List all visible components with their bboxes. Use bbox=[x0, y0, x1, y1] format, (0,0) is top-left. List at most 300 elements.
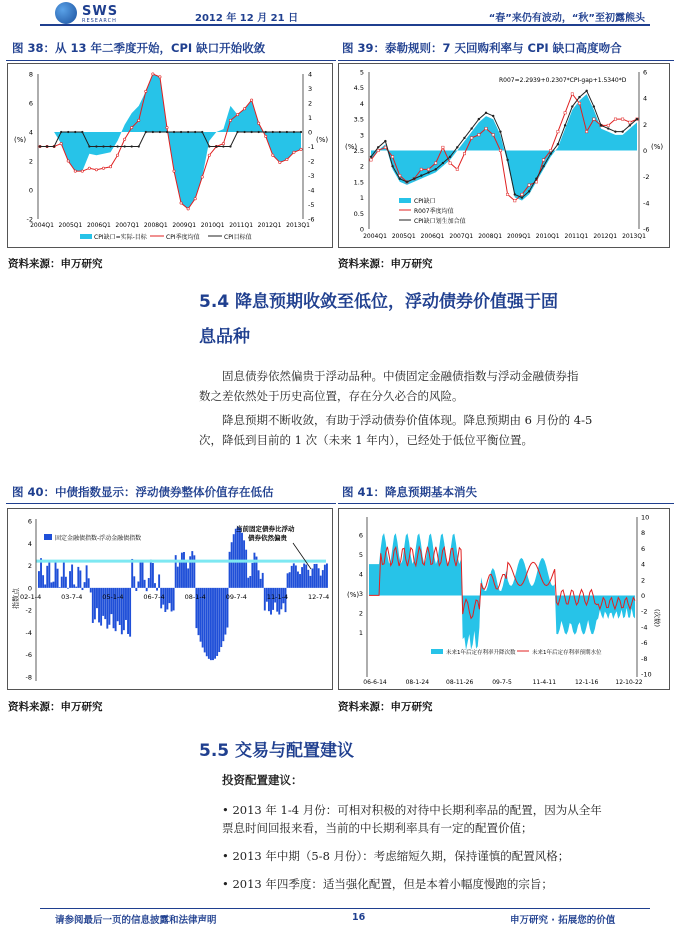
header-title: “春”来仍有波动，“秋”至初露熊头 bbox=[488, 13, 645, 24]
fig38-cpi-point bbox=[194, 198, 196, 200]
fig38-target-point bbox=[166, 131, 168, 133]
fig39-r007-point bbox=[528, 184, 530, 186]
fig38-x-tick-4: 2008Q1 bbox=[143, 222, 168, 229]
fig39-fit-point bbox=[442, 162, 444, 164]
fig39-fit-point bbox=[384, 140, 386, 142]
fig40-bar bbox=[303, 564, 305, 588]
fig38-cpi-point bbox=[81, 170, 83, 172]
fig39-fit-point bbox=[506, 159, 508, 161]
fig39-legend-swatch-gap bbox=[399, 198, 411, 203]
fig40-bar bbox=[46, 566, 48, 588]
fig40-bar bbox=[322, 570, 324, 588]
fig38-svg bbox=[8, 64, 332, 247]
fig40-bar bbox=[77, 567, 79, 588]
fig40-bar bbox=[206, 588, 208, 656]
fig41-x-tick-5: 12-1-16 bbox=[574, 679, 599, 686]
fig40-bar bbox=[137, 581, 139, 587]
fig39-r007-point bbox=[593, 118, 595, 120]
fig39-fit-point bbox=[420, 174, 422, 176]
fig38-target-point bbox=[251, 131, 253, 133]
fig38-target-point bbox=[159, 131, 161, 133]
fig40-bar bbox=[84, 582, 86, 588]
fig38-cpi-point bbox=[123, 138, 125, 140]
fig38-right-tick-6: -2 bbox=[308, 157, 315, 166]
fig40-bar bbox=[169, 588, 171, 603]
fig40-bar bbox=[61, 577, 63, 588]
fig40-bar bbox=[133, 576, 135, 588]
fig40-bar bbox=[237, 527, 239, 588]
fig40-x-tick-3: 06-7-4 bbox=[143, 592, 165, 601]
fig40-y-tick-3: 0 bbox=[27, 584, 32, 593]
fig38-target-point bbox=[258, 131, 260, 133]
fig39-fit-point bbox=[485, 112, 487, 114]
fig39-r007-point bbox=[391, 156, 393, 158]
fig40-x-tick-7: 12-7-4 bbox=[308, 592, 330, 601]
fig38-target-point bbox=[173, 131, 175, 133]
fig40-bar bbox=[88, 578, 90, 588]
fig40-annotation-l1: 当前固定债券比浮动 bbox=[236, 525, 295, 533]
fig38-cpi-point bbox=[145, 90, 147, 92]
fig41-right-tick-7: -4 bbox=[641, 623, 648, 632]
fig39-r007-point bbox=[427, 168, 429, 170]
fig40-bar bbox=[239, 528, 241, 588]
fig39-fit-point bbox=[542, 165, 544, 167]
fig39-right-tick-0: 6 bbox=[643, 68, 648, 77]
fig40-bar bbox=[140, 562, 142, 588]
fig38-x-tick-3: 2007Q1 bbox=[115, 222, 140, 229]
fig41-x-tick-0: 06-6-14 bbox=[363, 679, 387, 686]
fig38-x-tick-6: 2010Q1 bbox=[200, 222, 225, 229]
fig39-fit-point bbox=[427, 171, 429, 173]
fig40-bar bbox=[245, 550, 247, 588]
fig38-cpi-point bbox=[95, 169, 97, 171]
fig38-cpi-point bbox=[236, 113, 238, 115]
fig38-left-ylabel: (%) bbox=[14, 136, 27, 144]
fig38-x-tick-8: 2012Q1 bbox=[257, 222, 282, 229]
fig38-cpi-point bbox=[131, 126, 133, 128]
fig40-x-tick-5: 09-7-4 bbox=[225, 592, 247, 601]
fig40-bar bbox=[129, 588, 131, 637]
fig38-cpi-point bbox=[102, 167, 104, 169]
fig38-cpi-point bbox=[201, 176, 203, 178]
fig39-fit-point bbox=[470, 127, 472, 129]
fig40-bar bbox=[191, 551, 193, 588]
fig38-target-point bbox=[208, 145, 210, 147]
fig39-fit-point bbox=[571, 105, 573, 107]
fig39-x-tick-2: 2006Q1 bbox=[420, 233, 445, 240]
fig38-target-point bbox=[215, 145, 217, 147]
fig40-bar bbox=[305, 565, 307, 588]
fig39-r007-point bbox=[578, 102, 580, 104]
fig40-bar bbox=[295, 565, 297, 587]
fig39-x-tick-3: 2007Q1 bbox=[449, 233, 474, 240]
section-55-heading: 5.5 交易与配置建议 bbox=[199, 741, 355, 761]
fig39-r007-point bbox=[463, 152, 465, 154]
fig40-bar bbox=[98, 588, 100, 623]
fig38-target-point bbox=[279, 131, 281, 133]
fig39-fit-point bbox=[593, 105, 595, 107]
fig39-fit-point bbox=[499, 130, 501, 132]
fig41-title: 图 41：降息预期基本消失 bbox=[342, 485, 478, 499]
fig40-bar bbox=[131, 559, 133, 588]
fig39-right-tick-6: -6 bbox=[643, 225, 650, 234]
fig41-x-tick-6: 12-10-22 bbox=[615, 679, 643, 686]
fig39-fit-point bbox=[564, 124, 566, 126]
fig38-chart bbox=[7, 63, 333, 248]
fig40-y-tick-5: -4 bbox=[25, 628, 32, 637]
fig40-bar bbox=[171, 588, 173, 612]
fig39-fit-point bbox=[557, 143, 559, 145]
fig40-bar bbox=[82, 588, 84, 590]
fig40-bar bbox=[307, 570, 309, 588]
fig39-title: 图 39：泰勒规则：7 天回购利率与 CPI 缺口高度吻合 bbox=[342, 41, 622, 55]
fig40-bar bbox=[148, 578, 150, 588]
fig39-fit-point bbox=[391, 165, 393, 167]
fig40-bar bbox=[258, 570, 260, 588]
fig39-source: 资料来源：申万研究 bbox=[338, 258, 433, 270]
fig39-r007-point bbox=[550, 149, 552, 151]
fig38-legend-gap: CPI缺口=实际-目标 bbox=[94, 234, 147, 241]
fig38-cpi-point bbox=[229, 119, 231, 121]
fig39-fit-point bbox=[521, 196, 523, 198]
fig39-fit-point bbox=[449, 156, 451, 158]
fig38-cpi-point bbox=[279, 161, 281, 163]
fig39-legend-r007: R007季度均值 bbox=[414, 208, 454, 215]
fig41-left-ticks bbox=[359, 532, 363, 637]
fig41-x-tick-2: 08-11-26 bbox=[446, 679, 474, 686]
fig41-legend-count: 未来1年后定存利率升降次数 bbox=[446, 650, 516, 656]
sws-logo-icon bbox=[55, 2, 77, 24]
fig40-x-tick-4: 08-1-4 bbox=[184, 592, 206, 601]
fig41-count-area bbox=[369, 533, 635, 650]
fig40-y-tick-4: -2 bbox=[25, 606, 32, 615]
section-54-para2-l2: 次，降低到目前的 1 次（未来 1 年内），已经处于低位平衡位置。 bbox=[199, 433, 534, 447]
fig38-right-tick-8: -4 bbox=[308, 186, 315, 195]
header-rule bbox=[40, 24, 650, 26]
fig40-bar bbox=[231, 542, 233, 588]
fig38-cpi-point bbox=[116, 154, 118, 156]
fig40-annotation-l2: 债券依然偏贵 bbox=[248, 534, 287, 542]
fig38-x-tick-0: 2004Q1 bbox=[30, 222, 54, 229]
fig40-bar bbox=[63, 562, 65, 588]
section-55-subheading: 投资配置建议： bbox=[222, 773, 303, 787]
fig41-right-tick-10: -10 bbox=[641, 670, 652, 679]
fig38-cpi-point bbox=[67, 160, 69, 162]
fig40-bar bbox=[179, 562, 181, 588]
fig40-bar bbox=[158, 574, 160, 587]
fig39-r007-point bbox=[499, 149, 501, 151]
fig40-bar bbox=[144, 580, 146, 588]
fig40-title: 图 40：中债指数显示：浮动债券整体价值存在低估 bbox=[12, 485, 274, 499]
fig40-y-tick-7: -8 bbox=[25, 673, 32, 682]
fig39-r007-point bbox=[607, 124, 609, 126]
fig40-bar bbox=[142, 561, 144, 588]
fig41-left-tick-1: 5 bbox=[358, 550, 363, 559]
fig39-fit-point bbox=[550, 152, 552, 154]
fig39-left-tick-5: 2.5 bbox=[353, 147, 364, 155]
fig39-r007-point bbox=[585, 130, 587, 132]
fig39-right-tick-3: 0 bbox=[643, 147, 648, 155]
fig40-bar bbox=[73, 584, 75, 587]
fig39-fit-point bbox=[621, 130, 623, 132]
fig38-right-tick-4: 0 bbox=[308, 128, 313, 137]
fig39-r007-point bbox=[449, 162, 451, 164]
fig40-bar bbox=[94, 588, 96, 619]
fig41-right-tick-3: 4 bbox=[641, 560, 646, 569]
fig38-target-point bbox=[46, 145, 48, 147]
bullet-1-l2: 票息时间回报来看，当前的中长期利率具有一定的配置价值； bbox=[222, 821, 533, 835]
section-54-heading-cont: 息品种 bbox=[199, 327, 250, 347]
fig40-bar bbox=[218, 588, 220, 652]
fig40-bar bbox=[44, 584, 46, 587]
fig40-bar bbox=[299, 574, 301, 588]
fig38-target-point bbox=[138, 145, 140, 147]
fig39-x-tick-7: 2011Q1 bbox=[564, 233, 589, 240]
fig39-fit-point bbox=[478, 118, 480, 120]
fig41-legend-swatch-count bbox=[431, 649, 443, 654]
fig39-r007-point bbox=[557, 130, 559, 132]
fig38-source: 资料来源：申万研究 bbox=[8, 258, 103, 270]
fig40-bar bbox=[249, 576, 251, 588]
fig38-left-ticks bbox=[27, 71, 33, 224]
fig38-cpi-point bbox=[286, 158, 288, 160]
fig38-target-point bbox=[81, 131, 83, 133]
fig39-fit-point bbox=[492, 115, 494, 117]
fig40-bar bbox=[318, 568, 320, 588]
fig40-bar bbox=[293, 563, 295, 588]
fig38-target-point bbox=[194, 131, 196, 133]
fig40-bar bbox=[316, 564, 318, 588]
fig39-r007-point bbox=[514, 200, 516, 202]
fig39-left-tick-10: 0 bbox=[359, 225, 364, 234]
fig40-bar bbox=[183, 552, 185, 588]
fig41-right-tick-6: -2 bbox=[641, 607, 648, 616]
fig40-source: 资料来源：申万研究 bbox=[8, 701, 103, 713]
fig39-fit-point bbox=[463, 137, 465, 139]
fig40-y-tick-6: -6 bbox=[25, 651, 32, 660]
fig40-rule bbox=[6, 503, 336, 504]
fig40-bar bbox=[164, 588, 166, 612]
fig39-fit-point bbox=[636, 118, 638, 120]
fig38-right-tick-0: 4 bbox=[308, 70, 313, 79]
fig38-left-tick-4: 0 bbox=[28, 186, 33, 195]
fig41-right-ylabel: (次数) bbox=[653, 609, 661, 628]
fig39-right-ylabel: (%) bbox=[651, 143, 664, 151]
footer-slogan: 申万研究 · 拓展您的价值 bbox=[510, 915, 616, 926]
fig41-legend-rate: 未来1年后定存利率预期水位 bbox=[532, 650, 602, 656]
fig39-right-tick-4: -2 bbox=[643, 173, 650, 182]
fig38-x-tick-2: 2006Q1 bbox=[86, 222, 111, 229]
fig41-left-tick-3: 3 bbox=[358, 589, 363, 598]
fig41-right-tick-8: -6 bbox=[641, 639, 648, 648]
fig40-bar bbox=[208, 588, 210, 659]
fig38-right-tick-7: -3 bbox=[308, 172, 315, 180]
fig38-target-point bbox=[131, 145, 133, 147]
fig40-bar bbox=[251, 563, 253, 588]
fig41-left-ylabel: (%) bbox=[347, 591, 360, 599]
fig38-title: 图 38：从 13 年二季度开始，CPI 缺口开始收敛 bbox=[12, 41, 266, 55]
fig40-bar bbox=[311, 569, 313, 588]
fig38-cpi-point bbox=[187, 208, 189, 210]
fig40-bar bbox=[289, 572, 291, 588]
fig41-left-tick-2: 4 bbox=[358, 570, 363, 579]
fig40-bar bbox=[212, 588, 214, 660]
fig39-x-tick-5: 2009Q1 bbox=[506, 233, 531, 240]
fig38-target-point bbox=[293, 131, 295, 133]
fig38-cpi-point bbox=[60, 142, 62, 144]
fig39-r007-point bbox=[377, 149, 379, 151]
fig40-y-tick-2: 2 bbox=[27, 562, 32, 571]
fig39-fit-point bbox=[399, 178, 401, 180]
fig40-legend-swatch bbox=[44, 534, 52, 540]
fig39-fit-point bbox=[535, 178, 537, 180]
fig39-left-tick-9: 0.5 bbox=[353, 209, 364, 218]
fig38-target-point bbox=[67, 131, 69, 133]
fig39-x-tick-6: 2010Q1 bbox=[535, 233, 560, 240]
fig38-target-point bbox=[53, 145, 55, 147]
fig38-target-point bbox=[272, 131, 274, 133]
fig38-legend-swatch-gap bbox=[80, 234, 92, 239]
fig39-chart bbox=[338, 63, 670, 248]
fig39-left-tick-3: 3.5 bbox=[353, 115, 364, 124]
fig38-target-point bbox=[201, 131, 203, 133]
fig38-cpi-point bbox=[272, 154, 274, 156]
fig40-bar bbox=[222, 588, 224, 641]
fig38-right-tick-5: -1 bbox=[308, 143, 315, 151]
fig38-cpi-point bbox=[243, 108, 245, 110]
fig39-fit-point bbox=[413, 178, 415, 180]
fig41-right-tick-1: 8 bbox=[641, 529, 646, 538]
fig40-bar bbox=[96, 588, 98, 608]
fig38-target-point bbox=[145, 131, 147, 133]
fig39-left-tick-2: 4 bbox=[359, 99, 364, 108]
fig39-r007-point bbox=[521, 193, 523, 195]
fig40-bar bbox=[135, 588, 137, 591]
fig40-bar bbox=[187, 568, 189, 587]
fig41-right-tick-9: -8 bbox=[641, 654, 648, 663]
fig38-rule bbox=[6, 60, 336, 61]
fig40-bar bbox=[278, 588, 280, 615]
fig41-x-tick-1: 08-1-24 bbox=[405, 679, 430, 686]
fig39-legend-gap: CPI缺口 bbox=[414, 198, 436, 205]
fig39-fit-point bbox=[406, 181, 408, 183]
fig40-bar bbox=[229, 552, 231, 588]
fig39-left-tick-8: 1 bbox=[359, 194, 364, 203]
fig40-bar bbox=[154, 583, 156, 588]
fig40-bar bbox=[326, 563, 328, 587]
fig39-fit-point bbox=[514, 193, 516, 195]
fig39-fit-point bbox=[600, 124, 602, 126]
fig40-x-tick-1: 03-7-4 bbox=[61, 592, 83, 601]
fig39-x-tick-1: 2005Q1 bbox=[391, 233, 416, 240]
fig38-right-tick-10: -6 bbox=[308, 215, 315, 224]
fig39-x-tick-9: 2013Q1 bbox=[622, 233, 646, 240]
footer-disclaimer: 请参阅最后一页的信息披露和法律声明 bbox=[55, 915, 217, 926]
fig40-legend: 固定金融债指数-浮动金融债指数 bbox=[55, 535, 142, 542]
fig39-left-tick-1: 4.5 bbox=[353, 84, 364, 93]
fig38-cpi-point bbox=[173, 170, 175, 172]
fig40-bar bbox=[309, 576, 311, 588]
fig40-bar bbox=[79, 570, 81, 587]
fig38-x-ticks bbox=[30, 222, 310, 229]
fig39-left-ticks bbox=[354, 69, 364, 234]
logo-text: SWS bbox=[82, 4, 119, 19]
fig39-svg bbox=[339, 64, 669, 247]
fig41-left-tick-0: 6 bbox=[358, 531, 363, 540]
fig38-x-tick-5: 2009Q1 bbox=[172, 222, 197, 229]
fig40-x-tick-0: 02-1-4 bbox=[20, 592, 42, 601]
fig41-left-tick-4: 2 bbox=[358, 609, 363, 618]
fig40-bar bbox=[125, 588, 127, 620]
fig38-right-tick-2: 2 bbox=[308, 99, 313, 108]
fig38-target-point bbox=[180, 131, 182, 133]
fig40-bar bbox=[53, 582, 55, 588]
fig39-left-tick-0: 5 bbox=[359, 68, 364, 77]
bullet-3: • 2013 年四季度：适当强化配置，但是本着小幅度慢跑的宗旨； bbox=[222, 877, 553, 891]
fig40-bar bbox=[185, 560, 187, 587]
fig39-r007-point bbox=[420, 168, 422, 170]
fig38-left-tick-1: 6 bbox=[28, 99, 33, 108]
fig40-bar bbox=[150, 560, 152, 588]
fig38-legend-cpi: CPI季度均值 bbox=[166, 234, 200, 241]
fig39-x-tick-4: 2008Q1 bbox=[478, 233, 503, 240]
section-54-para1-l1: 固息债券依然偏贵于浮动品种。中债固定金融债指数与浮动金融债券指 bbox=[222, 369, 579, 383]
fig38-x-tick-7: 2011Q1 bbox=[229, 222, 254, 229]
fig39-fit-point bbox=[614, 130, 616, 132]
fig40-y-tick-1: 4 bbox=[27, 539, 32, 548]
fig41-right-ticks bbox=[641, 514, 652, 679]
fig39-left-tick-4: 3 bbox=[359, 131, 364, 140]
fig41-chart bbox=[338, 508, 670, 690]
fig40-bar bbox=[214, 588, 216, 659]
fig38-cpi-point bbox=[250, 99, 252, 101]
fig39-fit-point bbox=[585, 90, 587, 92]
fig40-bar bbox=[253, 553, 255, 588]
fig40-bar bbox=[127, 588, 129, 634]
fig38-left-tick-5: -2 bbox=[26, 215, 33, 224]
fig40-bar bbox=[48, 562, 50, 588]
fig38-gap-area bbox=[40, 74, 301, 209]
fig38-target-point bbox=[236, 131, 238, 133]
fig40-bar bbox=[156, 588, 158, 591]
fig39-right-ticks bbox=[643, 69, 649, 234]
fig41-right-tick-2: 6 bbox=[641, 544, 646, 553]
fig38-target-point bbox=[187, 131, 189, 133]
fig40-bar bbox=[38, 571, 40, 588]
fig39-fit-point bbox=[578, 96, 580, 98]
fig39-r007-point bbox=[621, 118, 623, 120]
fig38-target-point bbox=[39, 145, 41, 147]
fig38-right-ticks bbox=[308, 71, 314, 224]
fig39-fit-point bbox=[456, 146, 458, 148]
fig39-r007-point bbox=[370, 159, 372, 161]
fig38-target-point bbox=[88, 145, 90, 147]
fig38-target-point bbox=[265, 131, 267, 133]
fig39-r007-point bbox=[485, 127, 487, 129]
section-54-heading: 5.4 降息预期收敛至低位，浮动债券价值强于固 bbox=[199, 292, 559, 312]
fig38-legend-target: CPI目标值 bbox=[224, 234, 252, 241]
fig38-cpi-point bbox=[300, 148, 302, 150]
fig39-r007-point bbox=[564, 112, 566, 114]
fig39-r007-point bbox=[571, 93, 573, 95]
fig38-cpi-point bbox=[208, 154, 210, 156]
fig39-r007-point bbox=[456, 168, 458, 170]
fig38-left-tick-3: 2 bbox=[28, 157, 33, 166]
fig40-bar bbox=[177, 567, 179, 588]
fig40-bar bbox=[262, 573, 264, 588]
fig38-left-tick-0: 8 bbox=[28, 70, 33, 79]
fig40-bar bbox=[152, 563, 154, 588]
